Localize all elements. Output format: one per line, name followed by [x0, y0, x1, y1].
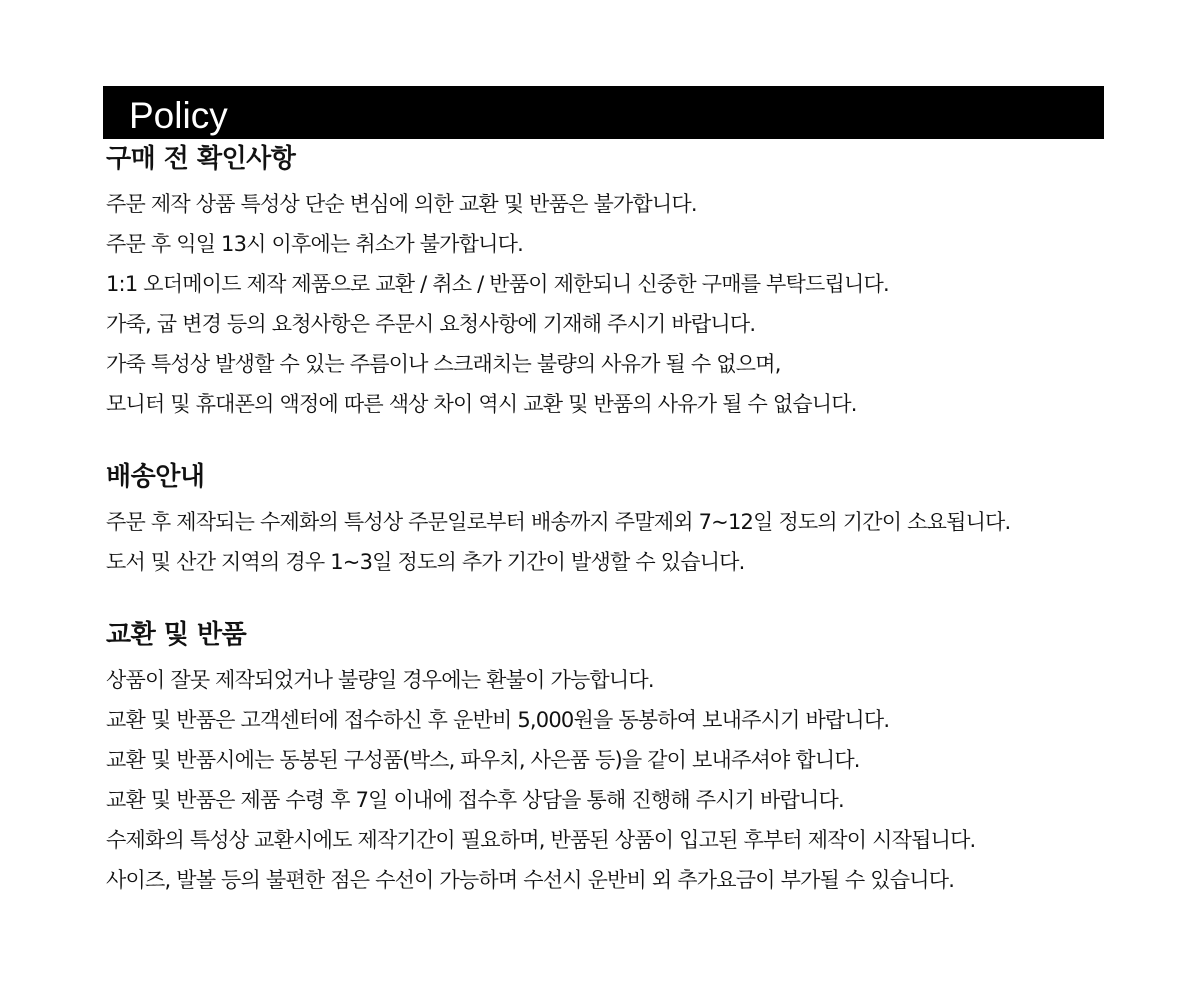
- policy-content: [106, 142, 1106, 900]
- section-heading: 구매 전 확인사항: [106, 144, 296, 174]
- policy-line: 사이즈, 발볼 등의 불편한 점은 수선이 가능하며 수선시 운반비 외 추가요금이 부가될 수 있습니다.: [106, 868, 955, 892]
- policy-line: 가죽, 굽 변경 등의 요청사항은 주문시 요청사항에 기재해 주시기 바랍니다.: [106, 312, 756, 336]
- policy-line: 도서 및 산간 지역의 경우 1~3일 정도의 추가 기간이 발생할 수 있습니다.: [106, 550, 745, 574]
- section-lines: [106, 660, 1106, 900]
- policy-line: 교환 및 반품시에는 동봉된 구성품(박스, 파우치, 사은품 등)을 같이 보내주셔야 합니다.: [106, 748, 860, 772]
- section-lines: [106, 502, 1106, 582]
- page-title: Policy: [129, 95, 228, 136]
- policy-line: 주문 후 제작되는 수제화의 특성상 주문일로부터 배송까지 주말제외 7~12일 정도의 기간이 소요됩니다.: [106, 510, 1011, 534]
- policy-line: 주문 제작 상품 특성상 단순 변심에 의한 교환 및 반품은 불가합니다.: [106, 192, 697, 216]
- policy-line: 가죽 특성상 발생할 수 있는 주름이나 스크래치는 불량의 사유가 될 수 없으며,: [106, 352, 781, 376]
- policy-line: 주문 후 익일 13시 이후에는 취소가 불가합니다.: [106, 232, 523, 256]
- section-exchange-return: [106, 618, 1106, 900]
- section-purchase-notice: [106, 142, 1106, 424]
- section-heading: 교환 및 반품: [106, 620, 247, 650]
- policy-line: 상품이 잘못 제작되었거나 불량일 경우에는 환불이 가능합니다.: [106, 668, 654, 692]
- policy-line: 모니터 및 휴대폰의 액정에 따른 색상 차이 역시 교환 및 반품의 사유가 될 수 없습니다.: [106, 392, 857, 416]
- policy-line: 교환 및 반품은 제품 수령 후 7일 이내에 접수후 상담을 통해 진행해 주시기 바랍니다.: [106, 788, 844, 812]
- policy-line: 1:1 오더메이드 제작 제품으로 교환 / 취소 / 반품이 제한되니 신중한 구매를 부탁드립니다.: [106, 272, 889, 296]
- policy-line: 교환 및 반품은 고객센터에 접수하신 후 운반비 5,000원을 동봉하여 보내주시기 바랍니다.: [106, 708, 890, 732]
- section-heading: 배송안내: [106, 462, 205, 492]
- policy-line: 수제화의 특성상 교환시에도 제작기간이 필요하며, 반품된 상품이 입고된 후부터 제작이 시작됩니다.: [106, 828, 976, 852]
- section-shipping-info: [106, 460, 1106, 582]
- section-lines: [106, 184, 1106, 424]
- policy-header-bar: [103, 86, 1104, 139]
